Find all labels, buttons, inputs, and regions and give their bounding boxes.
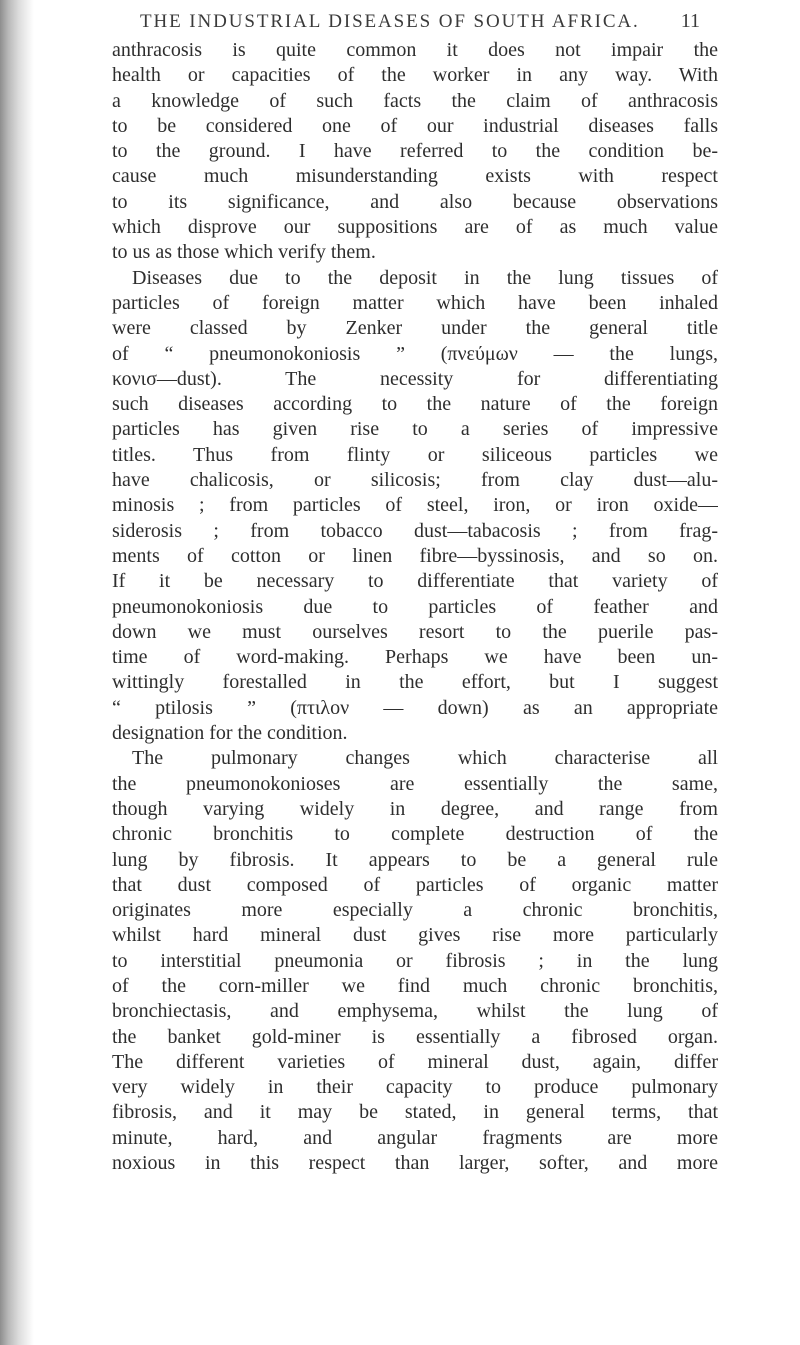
text-line: have chalicosis, or silicosis; from clay dust—alu-: [112, 469, 718, 492]
text-line: wittingly forestalled in the effort, but I suggest: [112, 671, 718, 694]
text-line: the pneumonokonioses are essentially the same,: [112, 772, 718, 795]
text-line: cause much misunderstanding exists with respect: [112, 165, 718, 188]
text-line: If it be necessary to differentiate that variety of: [112, 570, 718, 593]
text-line: to interstitial pneumonia or fibrosis ; in the lung: [112, 949, 718, 972]
text-line: particles has given rise to a series of impressive: [112, 418, 718, 441]
text-line: time of word-making. Perhaps we have been un-: [112, 646, 718, 669]
text-line: very widely in their capacity to produce pulmonary: [112, 1076, 718, 1099]
text-line: minosis ; from particles of steel, iron, or iron oxide—: [112, 494, 718, 517]
text-line: whilst hard mineral dust gives rise more particularly: [112, 924, 718, 947]
text-line: particles of foreign matter which have been inhaled: [112, 291, 718, 314]
text-line: the banket gold-miner is essentially a fibrosed organ.: [112, 1025, 718, 1048]
text-line: κονισ—dust). The necessity for differentiating: [112, 367, 718, 390]
text-line: pneumonokoniosis due to particles of feather and: [112, 595, 718, 618]
text-line: a knowledge of such facts the claim of anthracosis: [112, 89, 718, 112]
text-line: designation for the condition.: [112, 722, 348, 745]
text-line: siderosis ; from tobacco dust—tabacosis ; from frag-: [112, 519, 718, 542]
text-line: such diseases according to the nature of the foreign: [112, 393, 718, 416]
text-line: minute, hard, and angular fragments are more: [112, 1126, 718, 1149]
text-line: originates more especially a chronic bronchitis,: [112, 899, 718, 922]
text-line: were classed by Zenker under the general title: [112, 317, 718, 340]
running-head: [140, 10, 700, 33]
text-line: to the ground. I have referred to the condition be-: [112, 140, 718, 163]
text-line: health or capacities of the worker in any way. With: [112, 64, 718, 87]
text-line: “ ptilosis ” (πτιλον — down) as an appropriate: [112, 696, 718, 719]
text-line: to its significance, and also because observations: [112, 190, 718, 213]
text-line: bronchiectasis, and emphysema, whilst the lung of: [112, 1000, 718, 1023]
body-text: [112, 38, 718, 1176]
text-line: chronic bronchitis to complete destruction of the: [112, 823, 718, 846]
text-line: noxious in this respect than larger, softer, and more: [112, 1152, 718, 1175]
text-line: down we must ourselves resort to the puerile pas-: [112, 620, 718, 643]
page-number: 11: [680, 10, 700, 32]
text-line: which disprove our suppositions are of as much value: [112, 216, 718, 239]
text-line: though varying widely in degree, and range from: [112, 797, 718, 820]
text-line: The different varieties of mineral dust, again, differ: [112, 1050, 718, 1073]
text-line: titles. Thus from flinty or siliceous particles we: [112, 443, 718, 466]
text-line: of the corn-miller we find much chronic bronchitis,: [112, 974, 718, 997]
text-line: Diseases due to the deposit in the lung tissues of: [132, 266, 718, 289]
text-line: anthracosis is quite common it does not impair the: [112, 39, 718, 61]
text-line: of “ pneumonokoniosis ” (πνεύμων — the lungs,: [112, 342, 718, 365]
text-line: to be considered one of our industrial diseases falls: [112, 114, 718, 137]
text-line: that dust composed of particles of organic matter: [112, 873, 718, 896]
text-line: to us as those which verify them.: [112, 241, 376, 264]
text-line: fibrosis, and it may be stated, in general terms, that: [112, 1101, 718, 1124]
running-title: THE INDUSTRIAL DISEASES OF SOUTH AFRICA.: [140, 11, 640, 32]
text-line: lung by fibrosis. It appears to be a general rule: [112, 848, 718, 871]
text-line: The pulmonary changes which characterise all: [132, 747, 718, 770]
text-line: ments of cotton or linen fibre—byssinosis, and so on.: [112, 544, 718, 567]
